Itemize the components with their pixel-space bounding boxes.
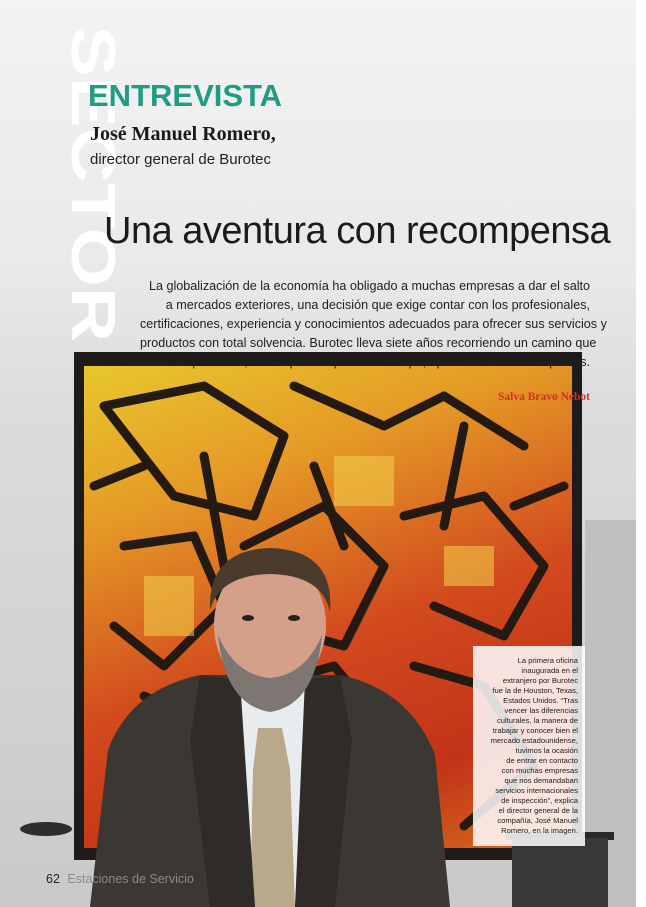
caption-line: extranjero por Burotec [502,676,578,685]
caption-line: servicios internacionales [495,786,578,795]
caption-line: de inspección”, explica [501,796,578,805]
publication-name: Estaciones de Servicio [67,872,194,886]
caption-line: Romero, en la imagen. [501,826,578,835]
page-footer [46,872,194,886]
interviewee-portrait [90,540,450,907]
section-label [14,20,127,340]
caption-line: La primera oficina [517,656,578,665]
caption-line: fue la de Houston, Texas, [492,686,578,695]
author-byline: Salva Bravo Nebot [498,391,590,403]
stereo-unit [512,838,608,907]
lead-line: le ha permitido, en tan poco espacio de tiempo, operar en más de 40 países. [161,355,590,369]
caption-line: inaugurada en el [521,666,578,675]
interviewee-role: director general de Burotec [90,151,271,168]
article-lead [140,277,607,372]
lead-line: productos con total solvencia. Burotec lleva siete años recorriendo un camino que [140,336,597,350]
caption-line: culturales, la manera de [496,716,578,725]
page-edge [636,0,646,907]
kicker-label: ENTREVISTA [88,78,283,113]
interviewee-name: José Manuel Romero, [90,123,276,145]
caption-line: vencer las diferencias [504,706,578,715]
caption-line: trabajar y conocer bien el [492,726,578,735]
caption-line: Estados Unidos. “Tras [503,696,578,705]
page-number: 62 [46,872,60,886]
caption-line: tuvimos la ocasión [515,746,578,755]
lead-line: certificaciones, experiencia y conocimientos adecuados para ofrecer sus servicios y [140,317,607,331]
caption-line: de entrar en contacto [506,756,578,765]
desk-lamp [20,822,72,836]
caption-line: el director general de la [498,806,578,815]
caption-line: compañía, José Manuel [497,816,578,825]
lead-line: a mercados exteriores, una decisión que exige contar con los profesionales, [165,298,590,312]
photo-caption [476,656,578,836]
section-label-text: SECTOR [58,26,127,284]
lead-line: La globalización de la economía ha obligado a muchas empresas a dar el salto [148,279,590,293]
article-headline: Una aventura con recompensa [104,210,611,252]
caption-line: que nos demandaban [504,776,578,785]
caption-line: mercado estadounidense, [490,736,578,745]
caption-line: con muchas empresas [501,766,578,775]
